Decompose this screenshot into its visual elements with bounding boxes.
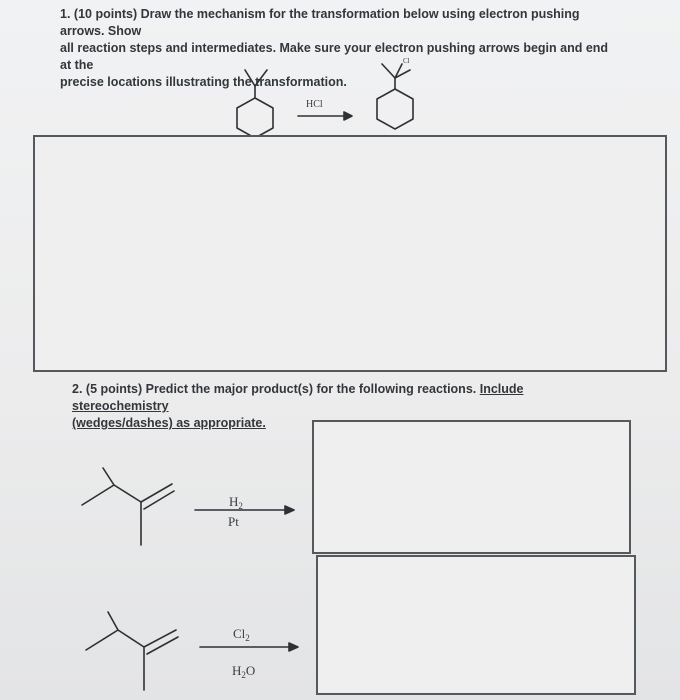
q2-points: (5 points) — [85, 382, 143, 396]
reaction-a-reagent-bottom: Pt — [228, 514, 239, 529]
reaction-a-answer-box[interactable] — [312, 420, 631, 554]
reagent-hcl: HCl — [306, 99, 323, 110]
q2-underlined-1: Include stereochemistry — [72, 382, 524, 413]
q2-number: 2. — [72, 382, 83, 396]
reaction-b-reagent-bottom: $H_2O$ — [232, 663, 256, 680]
reaction-a-arrow-head — [285, 506, 294, 514]
reaction-b-answer-box[interactable] — [316, 555, 636, 695]
reaction-b-arrow-head — [289, 643, 298, 651]
reaction-b-reagent-top: $Cl_2$ — [233, 626, 250, 643]
reaction-a-alkene — [82, 468, 174, 545]
q1-line2: all reaction steps and intermediates. Make sure your electron pushing arrows begin and end at the — [60, 41, 609, 72]
q2-text: Predict the major product(s) for the following reactions. — [145, 382, 477, 396]
reaction-b-alkene — [86, 612, 178, 690]
q2-underlined-2: (wedges/dashes) as appropriate. — [72, 416, 266, 430]
q1-points: (10 points) — [73, 7, 138, 21]
reaction-a-reagent-top: $H_2$ — [229, 494, 243, 511]
q1-line1: Draw the mechanism for the transformation below using electron pushing arrows. Show — [60, 7, 580, 38]
q1-line3: precise locations illustrating the transformation. — [60, 75, 347, 89]
q1-number: 1. — [60, 7, 71, 21]
product-cl-label: Cl — [403, 57, 410, 65]
